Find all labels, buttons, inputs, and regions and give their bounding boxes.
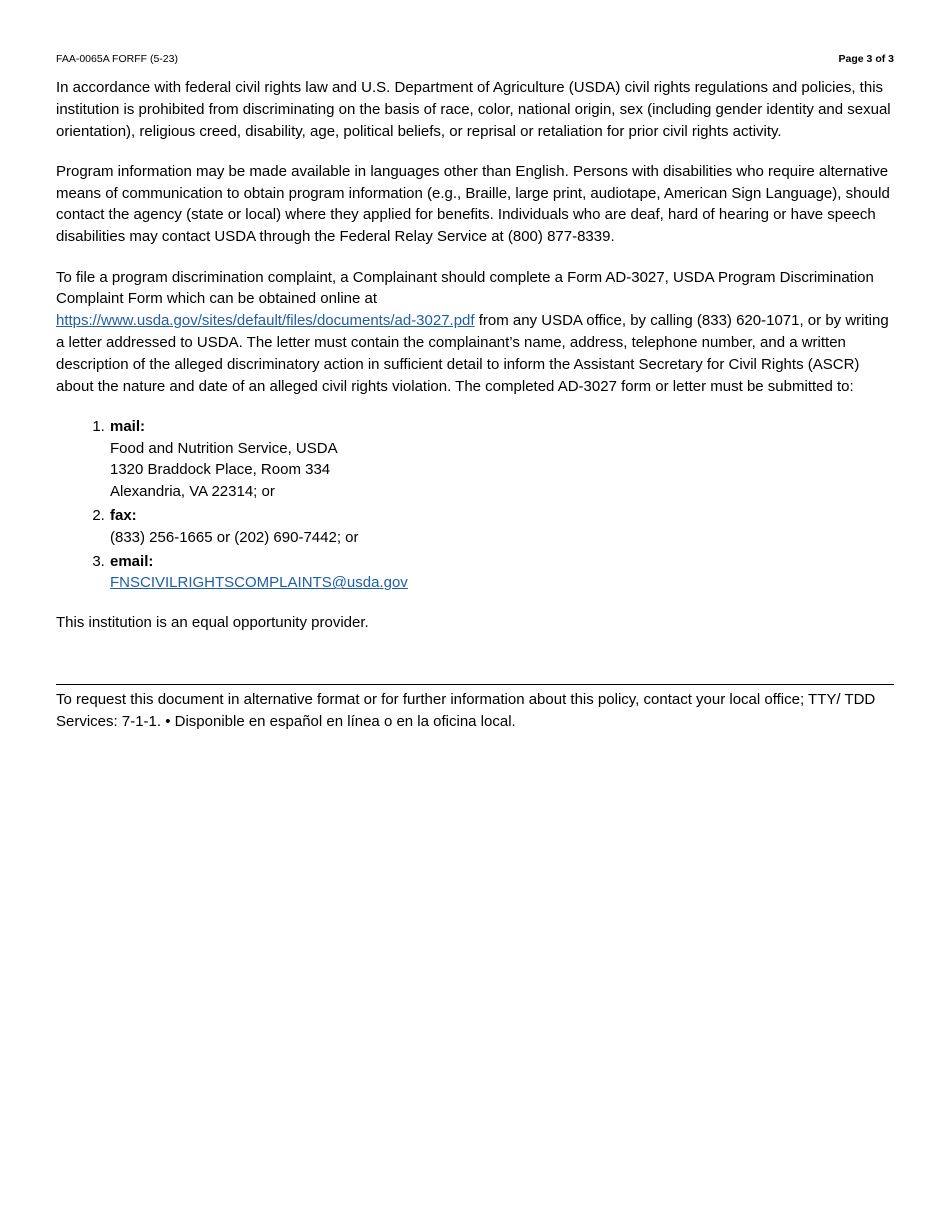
alternative-format-note: To request this document in alternative format or for further information about this policy, contact your local office; TTY/ TDD Services: 7-1-1. • Disponible en español en línea o en la oficina local. [56,691,876,730]
submission-methods-list [56,416,894,594]
email-link[interactable]: FNSCIVILRIGHTSCOMPLAINTS@usda.gov [110,574,408,592]
civil-rights-statement: In accordance with federal civil rights law and U.S. Department of Agriculture (USDA) civil rights regulations and policies, this institution is prohibited from discriminating on the basis of race, color, national origin, sex (including gender identity and sexual orientation), religious creed, disability, age, political beliefs, or reprisal or retaliation for prior civil rights activity. [56,79,891,140]
page-header [56,53,894,67]
page-number: Page 3 of 3 [838,53,894,65]
complaint-text-rest: from any USDA office, by calling (833) 620-1071, or by writing a letter addressed to USDA. The letter must contain the complainant’s name, address, telephone number, and a written description of the alleged discriminatory action in sufficient detail to inform the Assistant Secretary for Civil Rights (ASCR) about the nature and date of an alleged civil rights violation. The completed AD-3027 form or letter must be submitted to: [56,312,889,395]
fax-label: fax: [110,507,137,525]
list-item-mail [109,416,894,503]
footer-divider [56,684,894,685]
mail-label: mail: [110,417,146,435]
language-access-statement: Program information may be made available in languages other than English. Persons with disabilities who require alternative means of communication to obtain program information (e.g., Braille, large print, audiotape, American Sign Language), should contact the agency (state or local) where they applied for benefits. Individuals who are deaf, hard of hearing or have speech disabilities may contact USDA through the Federal Relay Service at (800) 877-8339. [56,162,890,246]
mail-line-1: Food and Nutrition Service, USDA [110,439,338,457]
fax-numbers: (833) 256-1665 or (202) 690-7442; or [110,528,359,546]
complaint-instructions [56,267,894,398]
document-body [56,77,894,653]
list-item-fax [109,505,894,549]
email-label: email: [110,552,154,570]
list-item-email [109,551,894,595]
ad-3027-form-link[interactable]: https://www.usda.gov/sites/default/files/documents/ad-3027.pdf [56,312,475,330]
mail-line-2: 1320 Braddock Place, Room 334 [110,461,331,479]
equal-opportunity-statement: This institution is an equal opportunity provider. [56,614,369,632]
mail-line-3: Alexandria, VA 22314; or [110,483,275,501]
complaint-text-intro: To file a program discrimination complaint, a Complainant should complete a Form AD-3027, USDA Program Discrimination Complaint Form which can be obtained online at [56,268,874,308]
form-id: FAA-0065A FORFF (5-23) [56,53,178,65]
